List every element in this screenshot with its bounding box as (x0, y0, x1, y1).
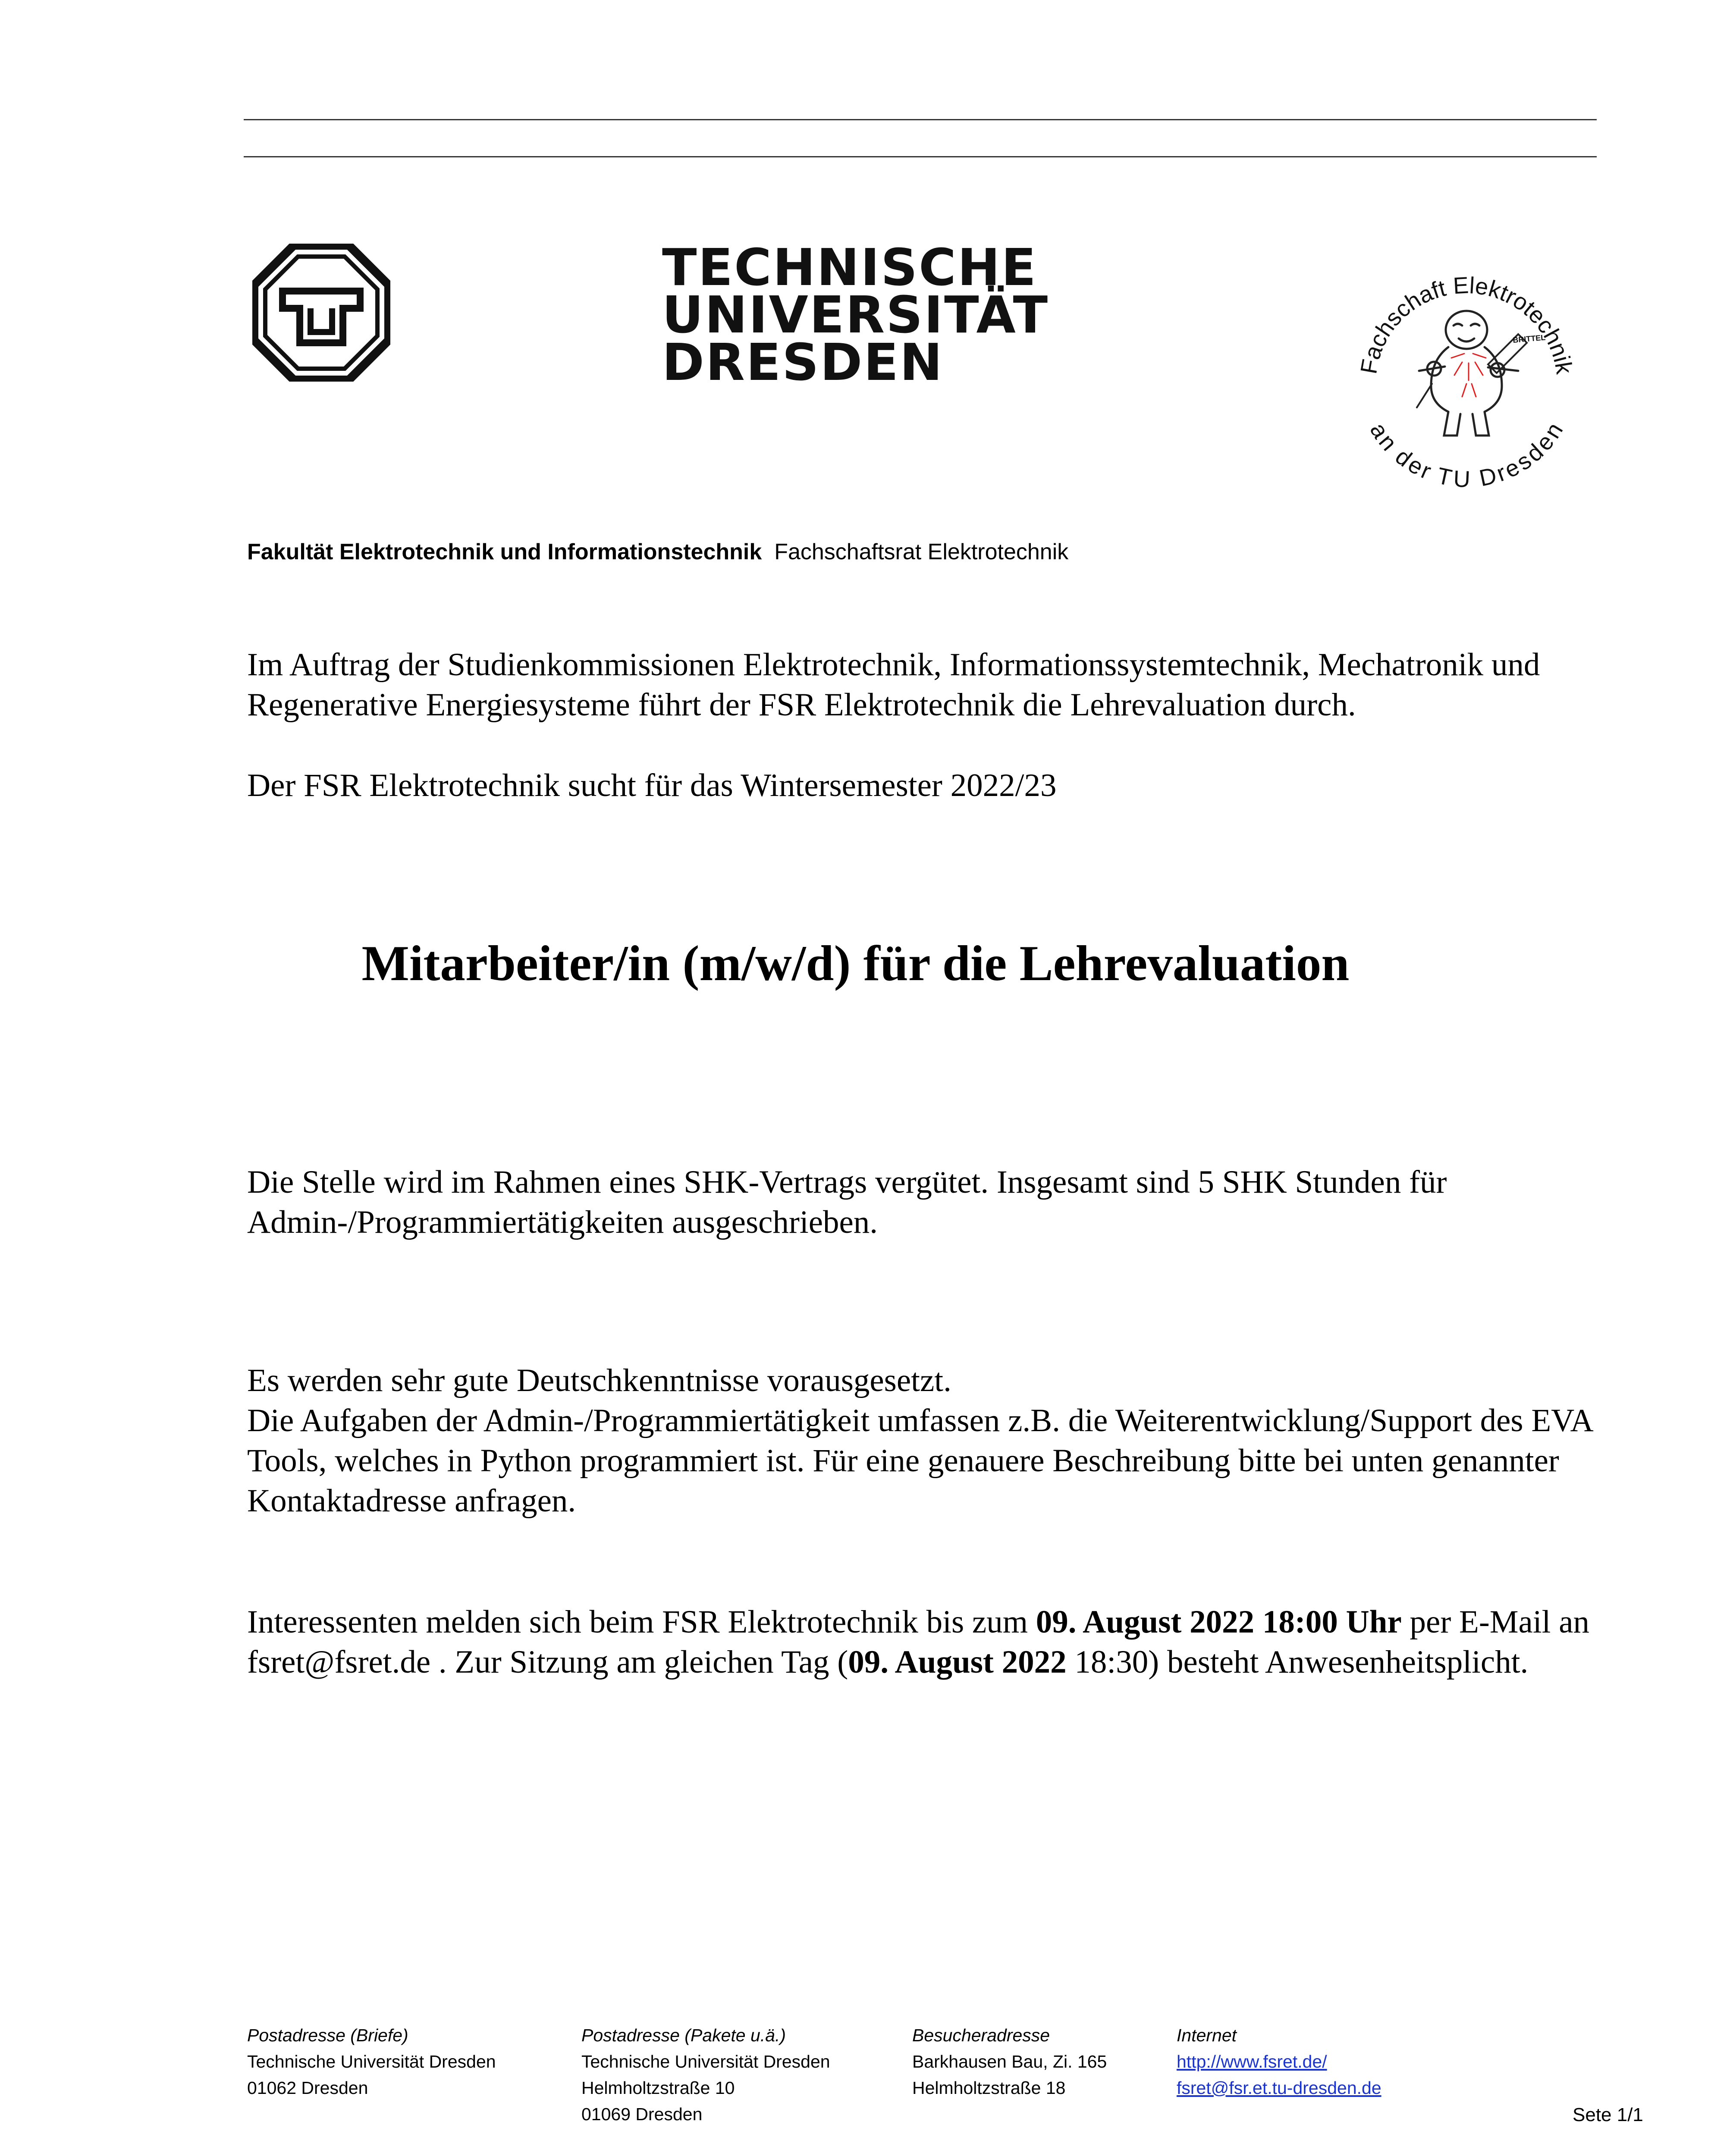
tu-dresden-logo (252, 238, 1049, 392)
footer-postal-letters-line-1: Technische Universität Dresden (247, 2052, 496, 2071)
footer-postal-packages (581, 2022, 830, 2128)
position-text: Die Stelle wird im Rahmen eines SHK-Vertrags vergütet. Insgesamt sind 5 SHK Stunden für Admin-/Programmiertätigkeiten ausgeschrieben. (247, 1164, 1447, 1240)
fachschaft-mascot-icon (1417, 311, 1527, 436)
application-deadline: 09. August 2022 18:00 Uhr (1036, 1604, 1402, 1640)
intro-text: Im Auftrag der Studienkommissionen Elektrotechnik, Informationssystemtechnik, Mechatronik und Regenerative Energiesysteme führt der FSR Elektrotechnik die Lehrevaluation durch. (247, 647, 1540, 723)
footer-email-link[interactable]: fsret@fsr.et.tu-dresden.de (1177, 2078, 1381, 2098)
intro-search-paragraph (247, 765, 1601, 805)
footer-postal-letters-heading: Postadresse (Briefe) (247, 2025, 408, 2045)
fachschaft-tag: BRITTEL (1512, 333, 1546, 345)
position-paragraph (247, 1162, 1601, 1242)
logo-line-dresden: DRESDEN (662, 332, 944, 392)
council-name: Fachschaftsrat Elektrotechnik (774, 539, 1069, 564)
footer-postal-packages-line-2: Helmholtzstraße 10 (581, 2078, 735, 2098)
footer-visitor-line-2: Helmholtzstraße 18 (912, 2078, 1066, 2098)
header-rule-bottom (244, 156, 1597, 157)
footer-website-link[interactable]: http://www.fsret.de/ (1177, 2052, 1327, 2071)
page-number: Sete 1/1 (1573, 2104, 1643, 2125)
footer-postal-packages-line-1: Technische Universität Dresden (581, 2052, 830, 2071)
fachschaft-arc-top: Fachschaft Elektrotechnik (1356, 272, 1577, 376)
tu-dresden-emblem-icon (252, 244, 390, 382)
requirements-paragraph (247, 1360, 1601, 1521)
footer-internet-heading: Internet (1177, 2025, 1237, 2045)
footer-internet (1177, 2022, 1381, 2101)
faculty-line (247, 537, 1068, 567)
logo-line-universitaet: UNIVERSITÄT (662, 285, 1049, 345)
intro-paragraph (247, 645, 1601, 725)
application-meeting-date: 09. August 2022 (848, 1644, 1067, 1680)
footer-visitor-line-1: Barkhausen Bau, Zi. 165 (912, 2052, 1107, 2071)
footer-postal-letters (247, 2022, 496, 2101)
svg-text:an der TU Dresden (1365, 418, 1568, 492)
page-title: Mitarbeiter/in (m/w/d) für die Lehrevaluation (361, 936, 1350, 991)
fachschaft-arc-bottom: an der TU Dresden (1365, 418, 1568, 493)
requirements-line-2: Die Aufgaben der Admin-/Programmiertätigkeit umfassen z.B. die Weiterentwicklung/Support des EVA Tools, welches in Python programmiert ist. Für eine genauere Beschreibung bitte bei unten genannter Kontaktadresse anfragen. (247, 1403, 1592, 1519)
requirements-line-1: Es werden sehr gute Deutschkenntnisse vorausgesetzt. (247, 1363, 951, 1398)
footer-visitor (912, 2022, 1107, 2101)
fachschaft-emblem-icon (1346, 254, 1587, 496)
faculty-name: Fakultät Elektrotechnik und Informationstechnik (247, 539, 762, 564)
application-part-2: per E-Mail an fsret@fsret.de . Zur Sitzung am gleichen Tag ( (247, 1604, 1590, 1680)
application-part-3: 18:30) besteht Anwesenheitsplicht. (1066, 1644, 1529, 1680)
footer-postal-packages-line-3: 01069 Dresden (581, 2104, 703, 2124)
svg-text:Fachschaft Elektrotechnik (1356, 272, 1577, 376)
fachschaft-logo (1346, 254, 1587, 496)
intro-search-text: Der FSR Elektrotechnik sucht für das Wintersemester 2022/23 (247, 768, 1057, 803)
application-paragraph (247, 1602, 1601, 1682)
footer-postal-letters-line-2: 01062 Dresden (247, 2078, 368, 2098)
application-text (247, 1602, 1601, 1682)
application-part-1: Interessenten melden sich beim FSR Elektrotechnik bis zum (247, 1604, 1036, 1640)
footer-postal-packages-heading: Postadresse (Pakete u.ä.) (581, 2025, 786, 2045)
header-rule-top (244, 119, 1597, 120)
footer-visitor-heading: Besucheradresse (912, 2025, 1050, 2045)
logo-line-technische: TECHNISCHE (662, 238, 1038, 297)
